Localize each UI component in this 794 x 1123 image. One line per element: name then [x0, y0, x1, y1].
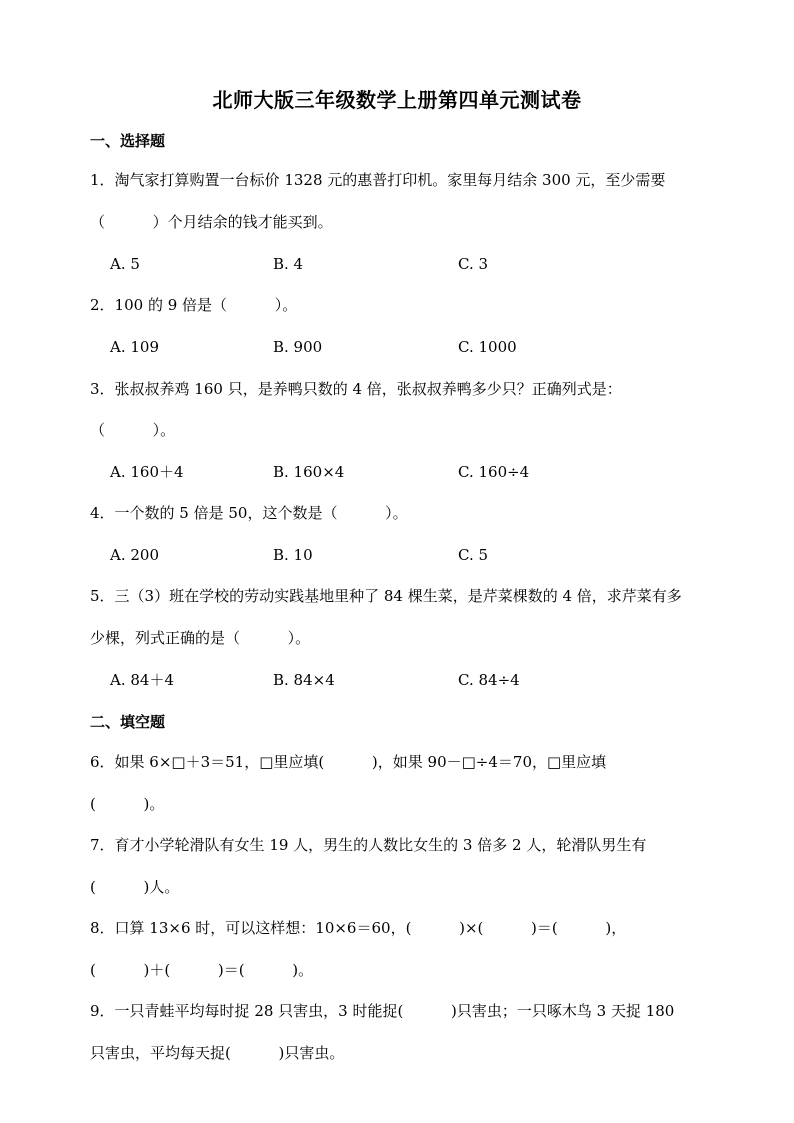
question-9-text: 9．一只青蛙平均每时捉 28 只害虫，3 时能捉( )只害虫；一只啄木鸟 3 天捉 180 — [90, 1002, 675, 1020]
question-6-text: 6．如果 6×□＋3＝51，□里应填( )，如果 90－□÷4＝70，□里应填 — [90, 753, 607, 771]
question-1-option-c: C. 3 — [458, 255, 489, 273]
question-3-text: 3．张叔叔养鸡 160 只，是养鸭只数的 4 倍，张叔叔养鸭多少只？正确列式是： — [90, 380, 622, 398]
question-5-option-b: B. 84×4 — [273, 671, 335, 689]
question-1-text: 1．淘气家打算购置一台标价 1328 元的惠普打印机。家里每月结余 300 元，至少需要 — [90, 171, 666, 189]
question-6-text-cont: ( )。 — [90, 795, 165, 813]
question-2-option-a: A. 109 — [110, 338, 159, 356]
question-2-text: 2．100 的 9 倍是（ ）。 — [90, 296, 298, 314]
question-4-option-b: B. 10 — [273, 546, 313, 564]
question-2-option-c: C. 1000 — [458, 338, 517, 356]
question-7-text-cont: ( )人。 — [90, 878, 180, 896]
question-3-text-cont: （ ）。 — [90, 421, 176, 439]
question-1-text-cont: （ ）个月结余的钱才能买到。 — [90, 213, 333, 231]
question-3-option-b: B. 160×4 — [273, 463, 345, 481]
question-7-text: 7．育才小学轮滑队有女生 19 人，男生的人数比女生的 3 倍多 2 人，轮滑队男生有 — [90, 836, 647, 854]
page-title: 北师大版三年级数学上册第四单元测试卷 — [212, 88, 582, 112]
question-4-option-c: C. 5 — [458, 546, 489, 564]
question-1-option-b: B. 4 — [273, 255, 304, 273]
question-3-option-a: A. 160＋4 — [110, 463, 184, 481]
question-3-option-c: C. 160÷4 — [458, 463, 530, 481]
section-heading-fill: 二、填空题 — [90, 713, 166, 731]
question-4-text: 4．一个数的 5 倍是 50，这个数是（ ）。 — [90, 504, 408, 522]
question-5-text-cont: 少棵，列式正确的是（ ）。 — [90, 629, 311, 647]
question-2-option-b: B. 900 — [273, 338, 323, 356]
question-5-option-c: C. 84÷4 — [458, 671, 520, 689]
question-9-text-cont: 只害虫，平均每天捉( )只害虫。 — [90, 1044, 345, 1062]
question-8-text-cont: ( )＋( )＝( )。 — [90, 961, 314, 979]
question-5-text: 5．三（3）班在学校的劳动实践基地里种了 84 棵生菜，是芹菜棵数的 4 倍，求芹菜有多 — [90, 587, 682, 605]
section-heading-choice: 一、选择题 — [90, 132, 166, 150]
question-4-option-a: A. 200 — [110, 546, 159, 564]
question-5-option-a: A. 84＋4 — [110, 671, 174, 689]
question-8-text: 8．口算 13×6 时，可以这样想：10×6＝60，( )×( )＝( )， — [90, 919, 627, 937]
question-1-option-a: A. 5 — [110, 255, 140, 273]
